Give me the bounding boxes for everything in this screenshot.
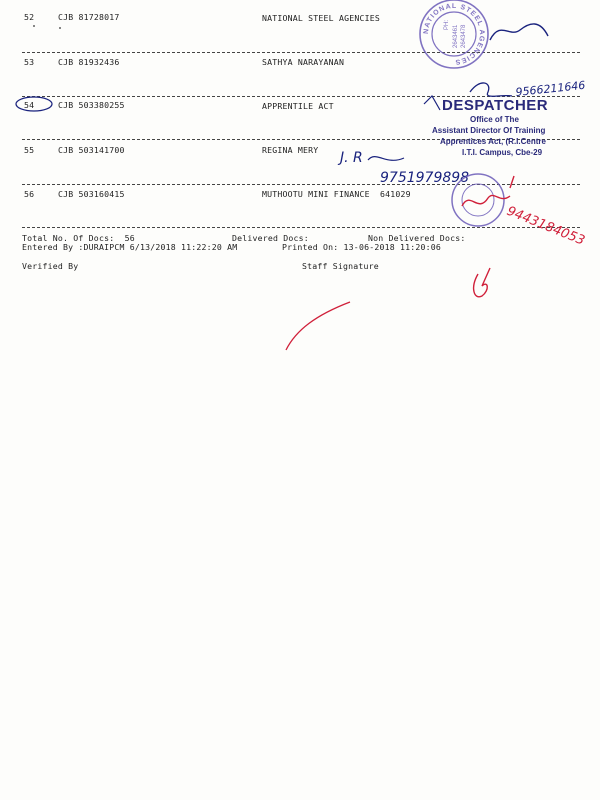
office-line-2: Assistant Director Of Training — [432, 126, 546, 135]
row-code: CJB 81932436 — [58, 57, 120, 67]
finance-round-stamp — [452, 174, 504, 226]
row-code: CJB 503141700 — [58, 145, 125, 155]
row-divider — [22, 227, 580, 228]
ink-speck — [33, 25, 35, 27]
signature-scribble — [462, 176, 514, 206]
despatcher-title: DESPATCHER — [442, 97, 549, 114]
row-name: NATIONAL STEEL AGENCIES — [262, 13, 380, 23]
steel-ring-text: NATIONAL STEEL AGENCIES — [422, 2, 486, 66]
staff-signature: Staff Signature — [302, 261, 379, 271]
signature-scribble — [470, 83, 512, 96]
signature-scribble — [490, 24, 548, 40]
row-divider — [22, 96, 580, 97]
handwritten-initials: J. R — [340, 150, 363, 166]
non-delivered-docs: Non Delivered Docs: — [368, 233, 466, 243]
signature-scribble — [424, 96, 440, 110]
row-number: 56 — [24, 189, 35, 199]
ink-speck — [59, 27, 61, 29]
office-line-1: Office of The — [470, 115, 519, 124]
svg-text:NATIONAL STEEL AGENCIES — [423, 3, 485, 65]
row-name: SATHYA NARAYANAN — [262, 57, 345, 67]
signature-scribble — [474, 268, 490, 297]
signature-scribble — [368, 157, 404, 161]
total-docs: Total No. Of Docs: 56 — [22, 233, 135, 243]
verified-by: Verified By — [22, 261, 79, 271]
row-divider — [22, 52, 580, 53]
row-name: APPRENTILE ACT — [262, 101, 334, 111]
row-code: CJB 503160415 — [58, 189, 125, 199]
row-name: MUTHOOTU MINI FINANCE 641029 — [262, 189, 411, 199]
ph-number-1: 2643461 — [453, 24, 459, 48]
office-line-4: I.T.I. Campus, Cbe-29 — [462, 148, 543, 157]
handwritten-phone-1: 9566211646 — [514, 78, 586, 99]
row-divider — [22, 139, 580, 140]
row-code: CJB 81728017 — [58, 12, 120, 22]
row-number: 55 — [24, 145, 35, 155]
row-number: 54 — [24, 100, 35, 110]
entered-by: Entered By :DURAIPCM 6/13/2018 11:22:20 AM — [22, 242, 238, 252]
handwritten-phone-2: 9751979898 — [380, 170, 470, 186]
delivered-docs: Delivered Docs: — [232, 233, 309, 243]
office-line-3: Apprentices Act, (R.I.Centre — [440, 137, 546, 146]
row-code: CJB 503380255 — [58, 100, 125, 110]
printed-on: Printed On: 13-06-2018 11:20:06 — [282, 242, 442, 252]
pen-stroke — [286, 302, 350, 350]
ph-number-2: 2643478 — [461, 24, 467, 48]
row-number: 53 — [24, 57, 35, 67]
despatcher-stamp — [432, 97, 548, 157]
handwritten-phone-3: 9443184053 — [504, 203, 587, 249]
row-name: REGINA MERY — [262, 145, 319, 155]
ph-label: PH: — [444, 19, 450, 30]
row-number: 52 — [24, 12, 35, 22]
steel-agencies-stamp — [420, 0, 488, 68]
row-divider — [22, 184, 580, 185]
